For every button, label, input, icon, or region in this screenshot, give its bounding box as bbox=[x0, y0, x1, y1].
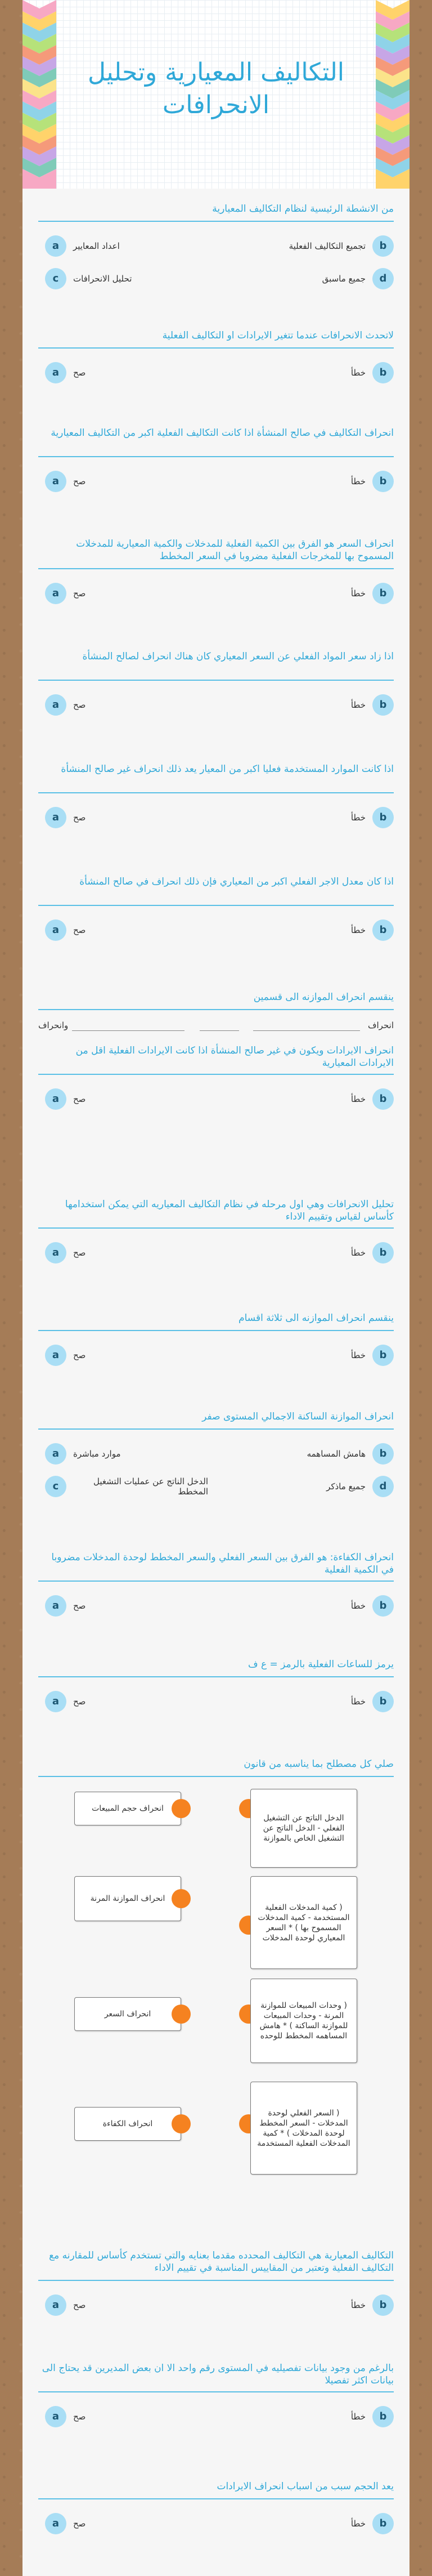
option-false[interactable] bbox=[225, 1687, 394, 1716]
option-text: صح bbox=[73, 700, 86, 710]
question-divider bbox=[38, 1581, 394, 1582]
option-text: جميع ماذكر bbox=[326, 1481, 366, 1492]
question-title: انحراف الكفاءة: هو الفرق بين السعر الفعلي والسعر المخطط لوحدة المدخلات مضروبا في الكمية الفعلية bbox=[51, 1552, 394, 1575]
blank-word-1: انحراف bbox=[367, 1020, 394, 1030]
question-divider bbox=[38, 1074, 394, 1075]
option-true[interactable] bbox=[45, 1687, 214, 1716]
worksheet-title-line2: الانحرافات bbox=[162, 91, 270, 119]
option-text: خطأ bbox=[350, 1248, 366, 1258]
option-badge: b bbox=[372, 2406, 394, 2427]
option-text: صح bbox=[73, 812, 86, 823]
option-badge: b bbox=[372, 1242, 394, 1264]
question-divider bbox=[38, 1009, 394, 1010]
option-text: تحليل الانحرافات bbox=[73, 274, 132, 284]
match-definition-2[interactable]: ( كمية المدخلات الفعلية المستخدمة - كمية المدخلات المسموح بها ) * السعر المعياري لوحدة المدخلات bbox=[250, 1876, 357, 1969]
option-true[interactable] bbox=[45, 2291, 214, 2319]
option-text: خطأ bbox=[350, 2300, 366, 2310]
question-divider bbox=[38, 568, 394, 569]
option-badge: b bbox=[372, 235, 394, 257]
option-text: صح bbox=[73, 925, 86, 935]
question-divider bbox=[38, 2498, 394, 2499]
match-term-3[interactable]: انحراف السعر bbox=[74, 1997, 181, 2031]
question-divider bbox=[38, 905, 394, 906]
question-divider bbox=[38, 792, 394, 793]
option-badge: d bbox=[372, 268, 394, 289]
option-text: خطأ bbox=[350, 476, 366, 486]
option-text: خطأ bbox=[350, 925, 366, 935]
option-text: صح bbox=[73, 1350, 86, 1360]
option-text: خطأ bbox=[350, 2412, 366, 2422]
option-text: خطأ bbox=[350, 588, 366, 599]
question-divider bbox=[38, 1428, 394, 1430]
option-true[interactable] bbox=[45, 2403, 214, 2431]
option-text: خطأ bbox=[350, 700, 366, 710]
blank-input-2[interactable] bbox=[200, 1030, 239, 1031]
option-d[interactable] bbox=[225, 265, 394, 293]
option-badge: b bbox=[372, 583, 394, 604]
option-badge: b bbox=[372, 2513, 394, 2534]
option-false[interactable] bbox=[225, 359, 394, 387]
option-badge: a bbox=[45, 583, 66, 604]
option-text: صح bbox=[73, 2519, 86, 2529]
fill-blank-row bbox=[38, 1018, 394, 1035]
option-text: صح bbox=[73, 476, 86, 486]
match-definition-3[interactable]: ( وحدات المبيعات للموازنة المرنة - وحدات المبيعات للموازنة الساكنة ) * هامش المساهمه المخطط للوحده bbox=[250, 1979, 357, 2063]
option-true[interactable] bbox=[45, 1239, 214, 1267]
option-false[interactable] bbox=[225, 467, 394, 495]
question-title: التكاليف المعيارية هي التكاليف المحدده مقدما بعنايه والتي تستخدم كأساس للمقارنه مع التكاليف الفعلية وتعتبر من المقاييس المناسبة في تقييم الاداء bbox=[49, 2250, 394, 2274]
option-badge: b bbox=[372, 919, 394, 941]
option-badge: a bbox=[45, 1242, 66, 1264]
option-badge: a bbox=[45, 2294, 66, 2316]
option-badge: b bbox=[372, 1595, 394, 1617]
option-text: تجميع التكاليف الفعلية bbox=[289, 241, 366, 251]
option-text: الدخل الناتج عن عمليات التشغيل المخطط bbox=[93, 1476, 208, 1497]
question-title: انحراف الايرادات ويكون في غير صالح المنشأة اذا كانت الايرادات الفعلية اقل من الايرادات المعيارية bbox=[75, 1045, 394, 1069]
question-divider bbox=[38, 2391, 394, 2392]
option-text: موارد مباشرة bbox=[73, 1449, 121, 1459]
option-badge: a bbox=[45, 471, 66, 492]
option-text: خطأ bbox=[350, 1350, 366, 1360]
option-badge: a bbox=[45, 919, 66, 941]
option-false[interactable] bbox=[225, 803, 394, 832]
worksheet-title-line1: التكاليف المعيارية وتحليل bbox=[88, 58, 344, 87]
option-false[interactable] bbox=[225, 1341, 394, 1369]
blank-word-2: وانحراف bbox=[38, 1020, 69, 1030]
question-divider bbox=[38, 1330, 394, 1331]
worksheet-title bbox=[68, 56, 364, 122]
option-text: صح bbox=[73, 368, 86, 378]
option-text: صح bbox=[73, 1248, 86, 1258]
option-badge: b bbox=[372, 1443, 394, 1465]
option-true[interactable] bbox=[45, 2510, 214, 2538]
question-title: اذا كانت الموارد المستخدمة فعليا اكبر من المعيار يعد ذلك انحراف غير صالح المنشأة bbox=[61, 764, 394, 775]
question-title: صلي كل مصطلح بما يناسبه من قانون bbox=[244, 1758, 394, 1770]
option-d[interactable] bbox=[225, 1472, 394, 1501]
question-divider bbox=[38, 680, 394, 681]
option-text: خطأ bbox=[350, 812, 366, 823]
option-badge: a bbox=[45, 694, 66, 716]
question-title: انحراف السعر هو الفرق بين الكمية الفعلية للمدخلات والكمية المعيارية للمدخلات المسموح بها للمخرجات الفعلية مضروبا في السعر المخطط bbox=[76, 538, 394, 562]
option-badge: b bbox=[372, 807, 394, 828]
option-badge: c bbox=[45, 268, 66, 289]
option-text: صح bbox=[73, 1094, 86, 1104]
question-title: اذا كان معدل الاجر الفعلي اكبر من المعياري فإن ذلك انحراف في صالح المنشأة bbox=[79, 876, 394, 887]
option-false[interactable] bbox=[225, 2403, 394, 2431]
option-badge: a bbox=[45, 362, 66, 383]
question-divider bbox=[38, 347, 394, 349]
option-text: صح bbox=[73, 2300, 86, 2310]
option-text: خطأ bbox=[350, 1601, 366, 1611]
option-true[interactable] bbox=[45, 691, 214, 719]
option-a[interactable] bbox=[45, 1440, 214, 1468]
option-true[interactable] bbox=[45, 916, 214, 944]
option-badge: a bbox=[45, 2513, 66, 2534]
option-text: صح bbox=[73, 1697, 86, 1707]
option-a[interactable] bbox=[45, 232, 214, 260]
question-title: ينقسم انحراف الموازنه الى ثلاثة اقسام bbox=[238, 1312, 394, 1324]
option-false[interactable] bbox=[225, 1085, 394, 1113]
option-badge: a bbox=[45, 2406, 66, 2427]
question-title: اذا زاد سعر المواد الفعلي عن السعر المعياري كان هناك انحراف لصالح المنشأة bbox=[82, 651, 394, 662]
question-title: انحراف الموازنة الساكنة الاجمالي المستوى صفر bbox=[202, 1411, 394, 1422]
option-badge: b bbox=[372, 1088, 394, 1110]
option-true[interactable] bbox=[45, 1341, 214, 1369]
option-true[interactable] bbox=[45, 467, 214, 495]
option-text: اعداد المعايير bbox=[73, 241, 120, 251]
question-title: تحليل الانحرافات وهي اول مرحله في نظام التكاليف المعياريه التي يمكن استخدامها كأساس لقياس وتقييم الاداء bbox=[65, 1199, 394, 1222]
option-text: جميع ماسبق bbox=[322, 274, 366, 284]
option-badge: c bbox=[45, 1476, 66, 1497]
option-badge: b bbox=[372, 1345, 394, 1366]
option-badge: a bbox=[45, 1088, 66, 1110]
option-b[interactable] bbox=[225, 232, 394, 260]
decorative-zigzag-right bbox=[376, 0, 410, 189]
option-badge: b bbox=[372, 362, 394, 383]
option-true[interactable] bbox=[45, 579, 214, 608]
question-divider bbox=[38, 1227, 394, 1229]
option-b[interactable] bbox=[225, 1440, 394, 1468]
worksheet-header bbox=[22, 0, 410, 189]
option-false[interactable] bbox=[225, 1239, 394, 1267]
blank-input-3[interactable] bbox=[72, 1030, 184, 1031]
match-connector-left-2[interactable] bbox=[172, 1889, 191, 1908]
option-text: صح bbox=[73, 1601, 86, 1611]
question-title: يعد الحجم سبب من اسباب انحراف الايرادات bbox=[217, 2481, 394, 2492]
option-true[interactable] bbox=[45, 359, 214, 387]
match-definition-1[interactable]: الدخل الناتج عن التشغيل الفعلي - الدخل الناتج عن التشغيل الخاص بالموازنة bbox=[250, 1789, 357, 1868]
decorative-zigzag-left bbox=[22, 0, 56, 189]
match-term-2[interactable]: انحراف الموازنة المرنة bbox=[74, 1876, 181, 1921]
question-divider bbox=[38, 1676, 394, 1677]
option-badge: a bbox=[45, 1595, 66, 1617]
option-badge: b bbox=[372, 1691, 394, 1712]
option-true[interactable] bbox=[45, 1592, 214, 1620]
option-text: خطأ bbox=[350, 1094, 366, 1104]
option-true[interactable] bbox=[45, 1085, 214, 1113]
match-connector-left-3[interactable] bbox=[172, 2004, 191, 2024]
option-false[interactable] bbox=[225, 2291, 394, 2319]
question-title: بالرغم من وجود بيانات تفصيليه في المستوى رقم واحد الا ان بعض المديرين قد يحتاج الى بيانات اكثر تفصيلا bbox=[42, 2363, 394, 2386]
option-false[interactable] bbox=[225, 691, 394, 719]
option-badge: b bbox=[372, 2294, 394, 2316]
worksheet-sheet bbox=[22, 0, 410, 2576]
option-false[interactable] bbox=[225, 579, 394, 608]
option-true[interactable] bbox=[45, 803, 214, 832]
match-term-4[interactable]: انحراف الكفاءة bbox=[74, 2107, 181, 2141]
option-badge: a bbox=[45, 235, 66, 257]
blank-input-1[interactable] bbox=[253, 1030, 360, 1031]
option-false[interactable] bbox=[225, 2510, 394, 2538]
match-connector-left-4[interactable] bbox=[172, 2114, 191, 2133]
option-c[interactable] bbox=[45, 265, 214, 293]
match-term-1[interactable]: انحراف حجم المبيعات bbox=[74, 1792, 181, 1825]
option-badge: a bbox=[45, 1345, 66, 1366]
option-badge: a bbox=[45, 1691, 66, 1712]
option-false[interactable] bbox=[225, 916, 394, 944]
option-badge: d bbox=[372, 1476, 394, 1497]
option-badge: a bbox=[45, 1443, 66, 1465]
question-divider bbox=[38, 2280, 394, 2281]
question-title: من الانشطة الرئيسية لنظام التكاليف المعيارية bbox=[212, 203, 394, 215]
option-text: خطأ bbox=[350, 1697, 366, 1707]
option-text: خطأ bbox=[350, 2519, 366, 2529]
question-divider bbox=[38, 1776, 394, 1777]
question-title: ينقسم انحراف الموازنه الى قسمين bbox=[253, 992, 394, 1003]
match-connector-left-1[interactable] bbox=[172, 1799, 191, 1818]
option-text: خطأ bbox=[350, 368, 366, 378]
option-false[interactable] bbox=[225, 1592, 394, 1620]
option-text: صح bbox=[73, 2412, 86, 2422]
option-text: هامش المساهمه bbox=[307, 1449, 366, 1459]
option-text: صح bbox=[73, 588, 86, 599]
option-c[interactable] bbox=[45, 1472, 214, 1501]
question-title: انحراف التكاليف في صالح المنشأة اذا كانت التكاليف الفعلية اكبر من التكاليف المعيارية bbox=[51, 427, 394, 439]
question-divider bbox=[38, 456, 394, 457]
match-definition-4[interactable]: ( السعر الفعلي لوحدة المدخلات - السعر المخطط لوحدة المدخلات ) * كمية المدخلات الفعلية المستخدمة bbox=[250, 2082, 357, 2175]
question-divider bbox=[38, 221, 394, 222]
question-title: يرمز للساعات الفعلية بالرمز = ع ف bbox=[248, 1659, 394, 1670]
option-badge: b bbox=[372, 694, 394, 716]
question-title: لاتحدث الانحرافات عندما تتغير الايرادات او التكاليف الفعلية bbox=[162, 330, 394, 341]
option-badge: a bbox=[45, 807, 66, 828]
option-badge: b bbox=[372, 471, 394, 492]
